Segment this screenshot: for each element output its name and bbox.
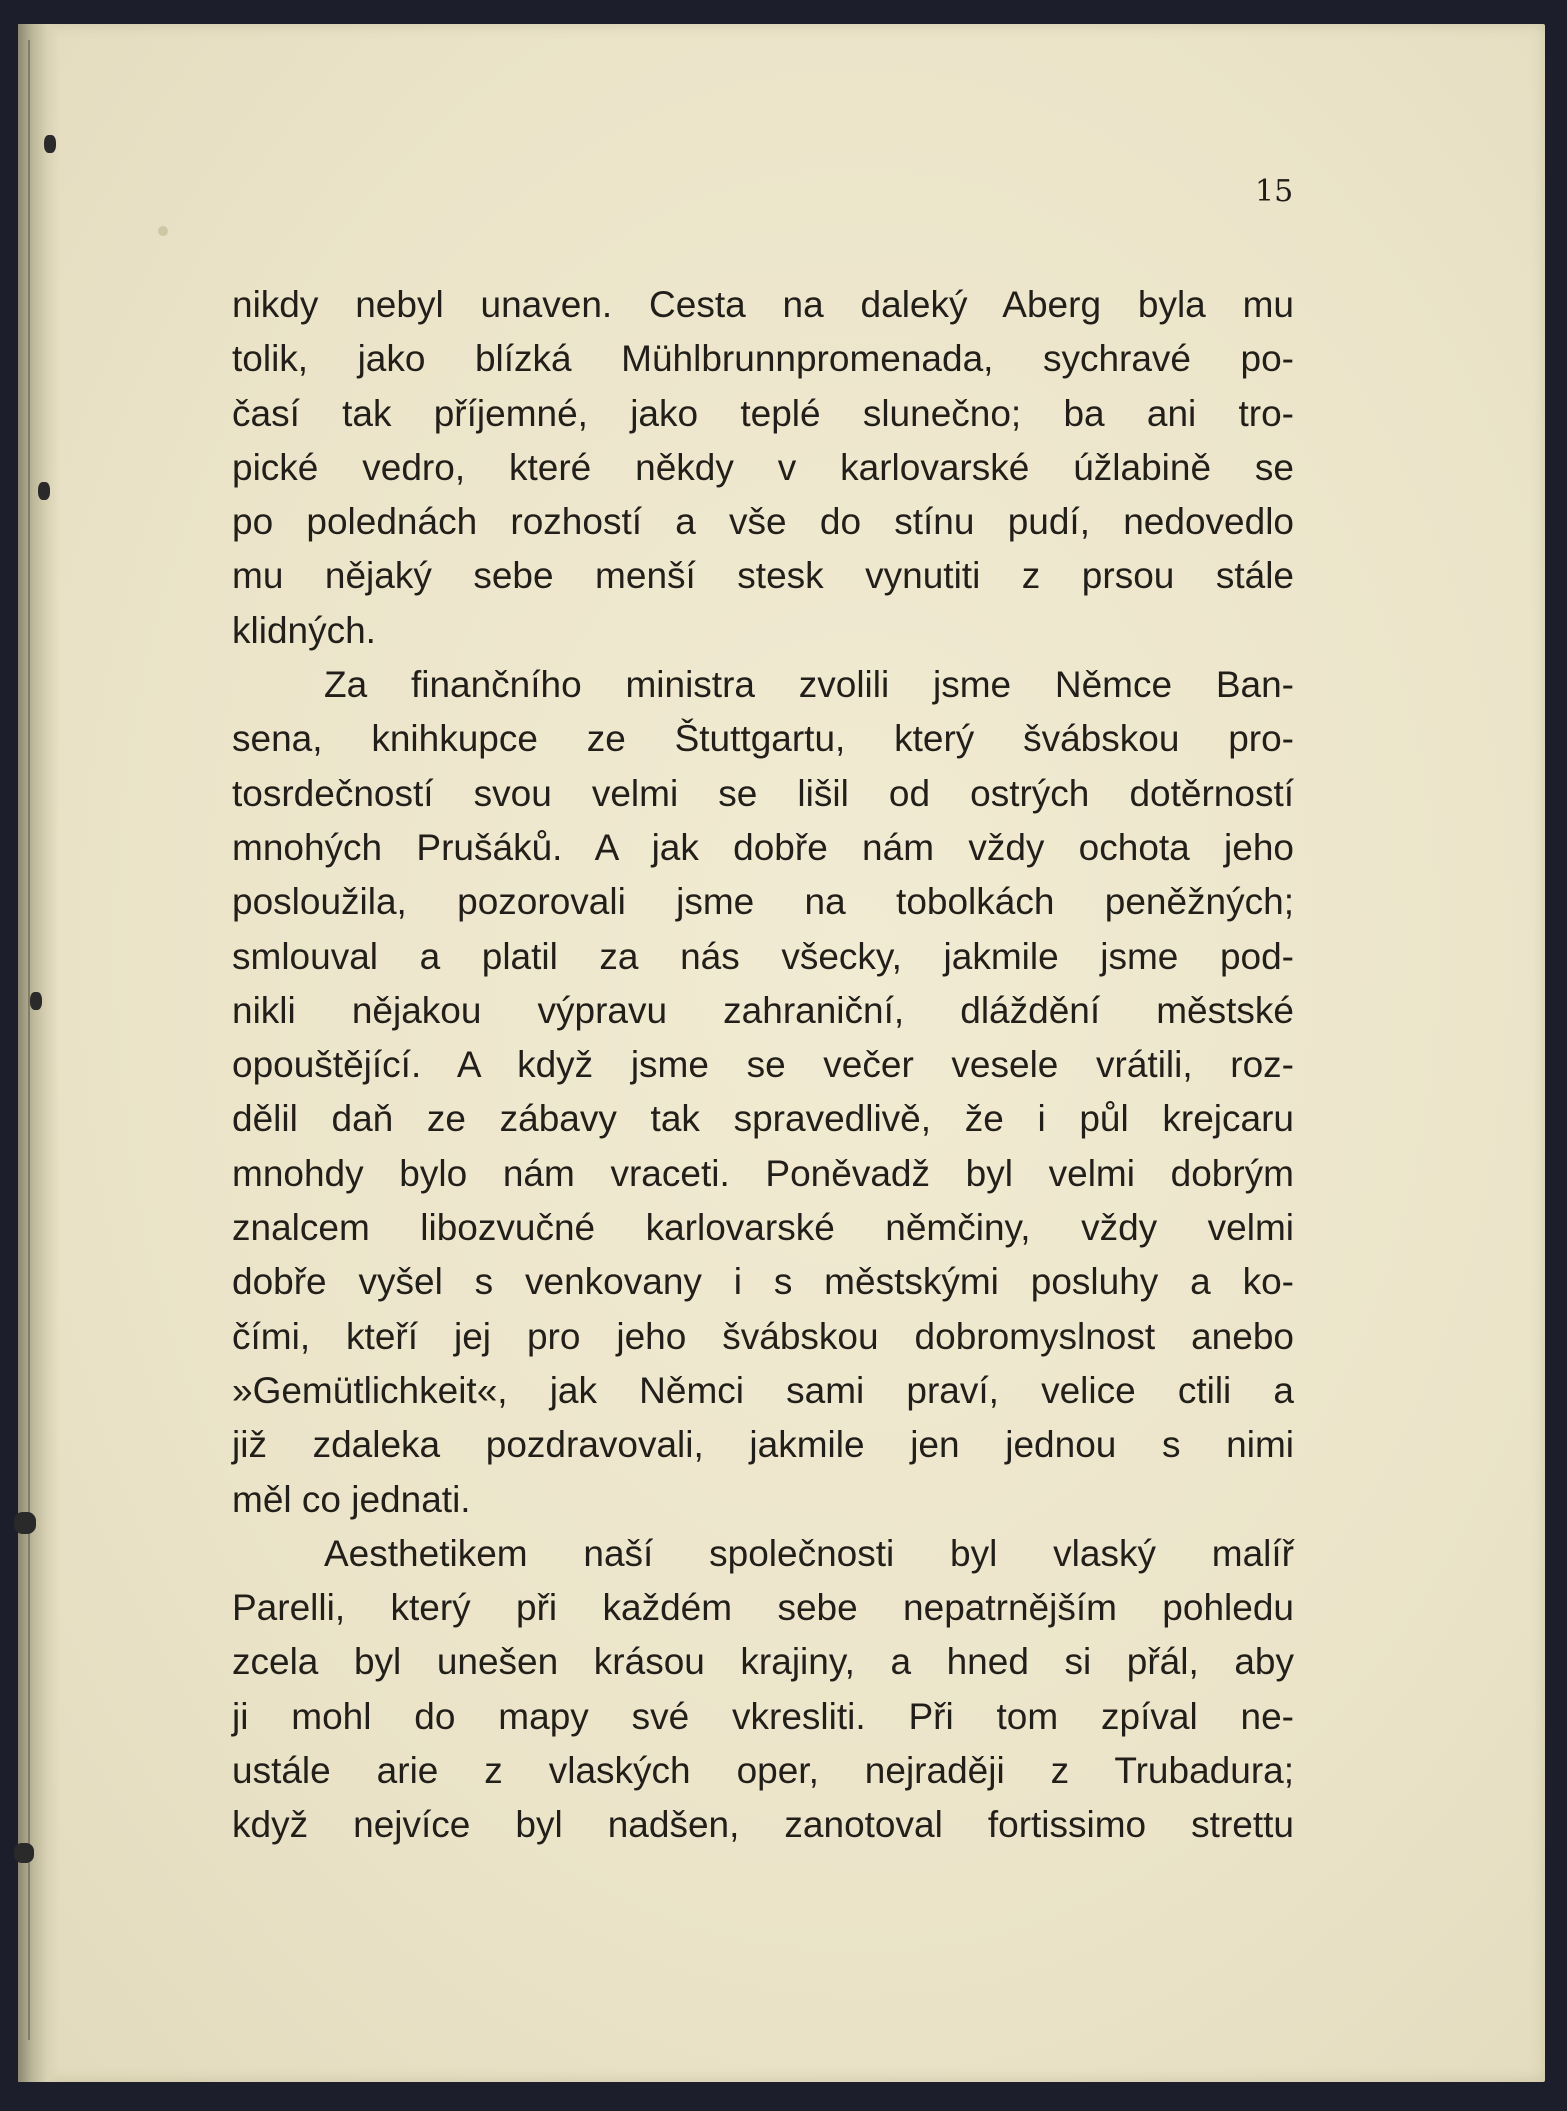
text-line: znalcem libozvučné karlovarské němčiny, vždy velmi bbox=[232, 1207, 1294, 1249]
text-line: Za finančního ministra zvolili jsme Němce Ban- bbox=[324, 664, 1294, 706]
text-line: čími, kteří jej pro jeho švábskou dobromyslnost anebo bbox=[232, 1315, 1294, 1357]
text-line: mu nějaký sebe menší stesk vynutiti z prsou stále bbox=[232, 555, 1294, 597]
text-line: mnohdy bylo nám vraceti. Poněvadž byl velmi dobrým bbox=[232, 1152, 1294, 1194]
text-line: smlouval a platil za nás všecky, jakmile jsme pod- bbox=[232, 935, 1294, 977]
text-line: zcela byl unešen krásou krajiny, a hned si přál, aby bbox=[232, 1641, 1294, 1683]
binding-hole-icon bbox=[38, 482, 50, 500]
text-line: pické vedro, které někdy v karlovarské úžlabině se bbox=[232, 446, 1294, 488]
text-line: Parelli, který při každém sebe nepatrnějším pohledu bbox=[232, 1587, 1294, 1629]
page-binding-edge bbox=[18, 24, 60, 2082]
text-line: již zdaleka pozdravovali, jakmile jen jednou s nimi bbox=[232, 1424, 1294, 1466]
text-line: tosrdečností svou velmi se lišil od ostrých dotěrností bbox=[232, 772, 1294, 814]
text-line: Aesthetikem naší společnosti byl vlaský malíř bbox=[324, 1532, 1294, 1574]
binding-rule bbox=[28, 40, 30, 2040]
text-line: ji mohl do mapy své vkresliti. Při tom zpíval ne- bbox=[232, 1695, 1294, 1737]
text-line: časí tak příjemné, jako teplé slunečno; ba ani tro- bbox=[232, 392, 1294, 434]
text-line: ustále arie z vlaských oper, nejraději z Trubadura; bbox=[232, 1750, 1294, 1792]
body-text bbox=[232, 278, 1294, 1853]
text-line: opouštějící. A když jsme se večer vesele vrátili, roz- bbox=[232, 1044, 1294, 1086]
binding-hole-icon bbox=[14, 1843, 34, 1863]
text-line: dobře vyšel s venkovany i s městskými posluhy a ko- bbox=[232, 1261, 1294, 1303]
text-line: nikli nějakou výpravu zahraniční, dláždění městské bbox=[232, 989, 1294, 1031]
binding-hole-icon bbox=[30, 992, 42, 1010]
text-line: posloužila, pozorovali jsme na tobolkách peněžných; bbox=[232, 881, 1294, 923]
text-line: klidných. bbox=[232, 609, 376, 651]
binding-hole-icon bbox=[14, 1512, 36, 1534]
text-line: nikdy nebyl unaven. Cesta na daleký Aberg byla mu bbox=[232, 284, 1294, 325]
binding-hole-icon bbox=[44, 135, 56, 153]
paper-spot bbox=[158, 226, 168, 236]
text-line: měl co jednati. bbox=[232, 1478, 471, 1520]
text-line: mnohých Prušáků. A jak dobře nám vždy ochota jeho bbox=[232, 826, 1294, 868]
text-line: dělil daň ze zábavy tak spravedlivě, že i půl krejcaru bbox=[232, 1098, 1294, 1140]
page-number: 15 bbox=[1255, 174, 1294, 209]
text-line: tolik, jako blízká Mühlbrunnpromenada, sychravé po- bbox=[232, 338, 1294, 380]
text-line: když nejvíce byl nadšen, zanotoval fortissimo strettu bbox=[232, 1804, 1294, 1846]
text-line: po polednách rozhostí a vše do stínu pudí, nedovedlo bbox=[232, 501, 1294, 543]
text-line: »Gemütlichkeit«, jak Němci sami praví, velice ctili a bbox=[232, 1369, 1294, 1411]
text-line: sena, knihkupce ze Štuttgartu, který švábskou pro- bbox=[232, 718, 1294, 760]
